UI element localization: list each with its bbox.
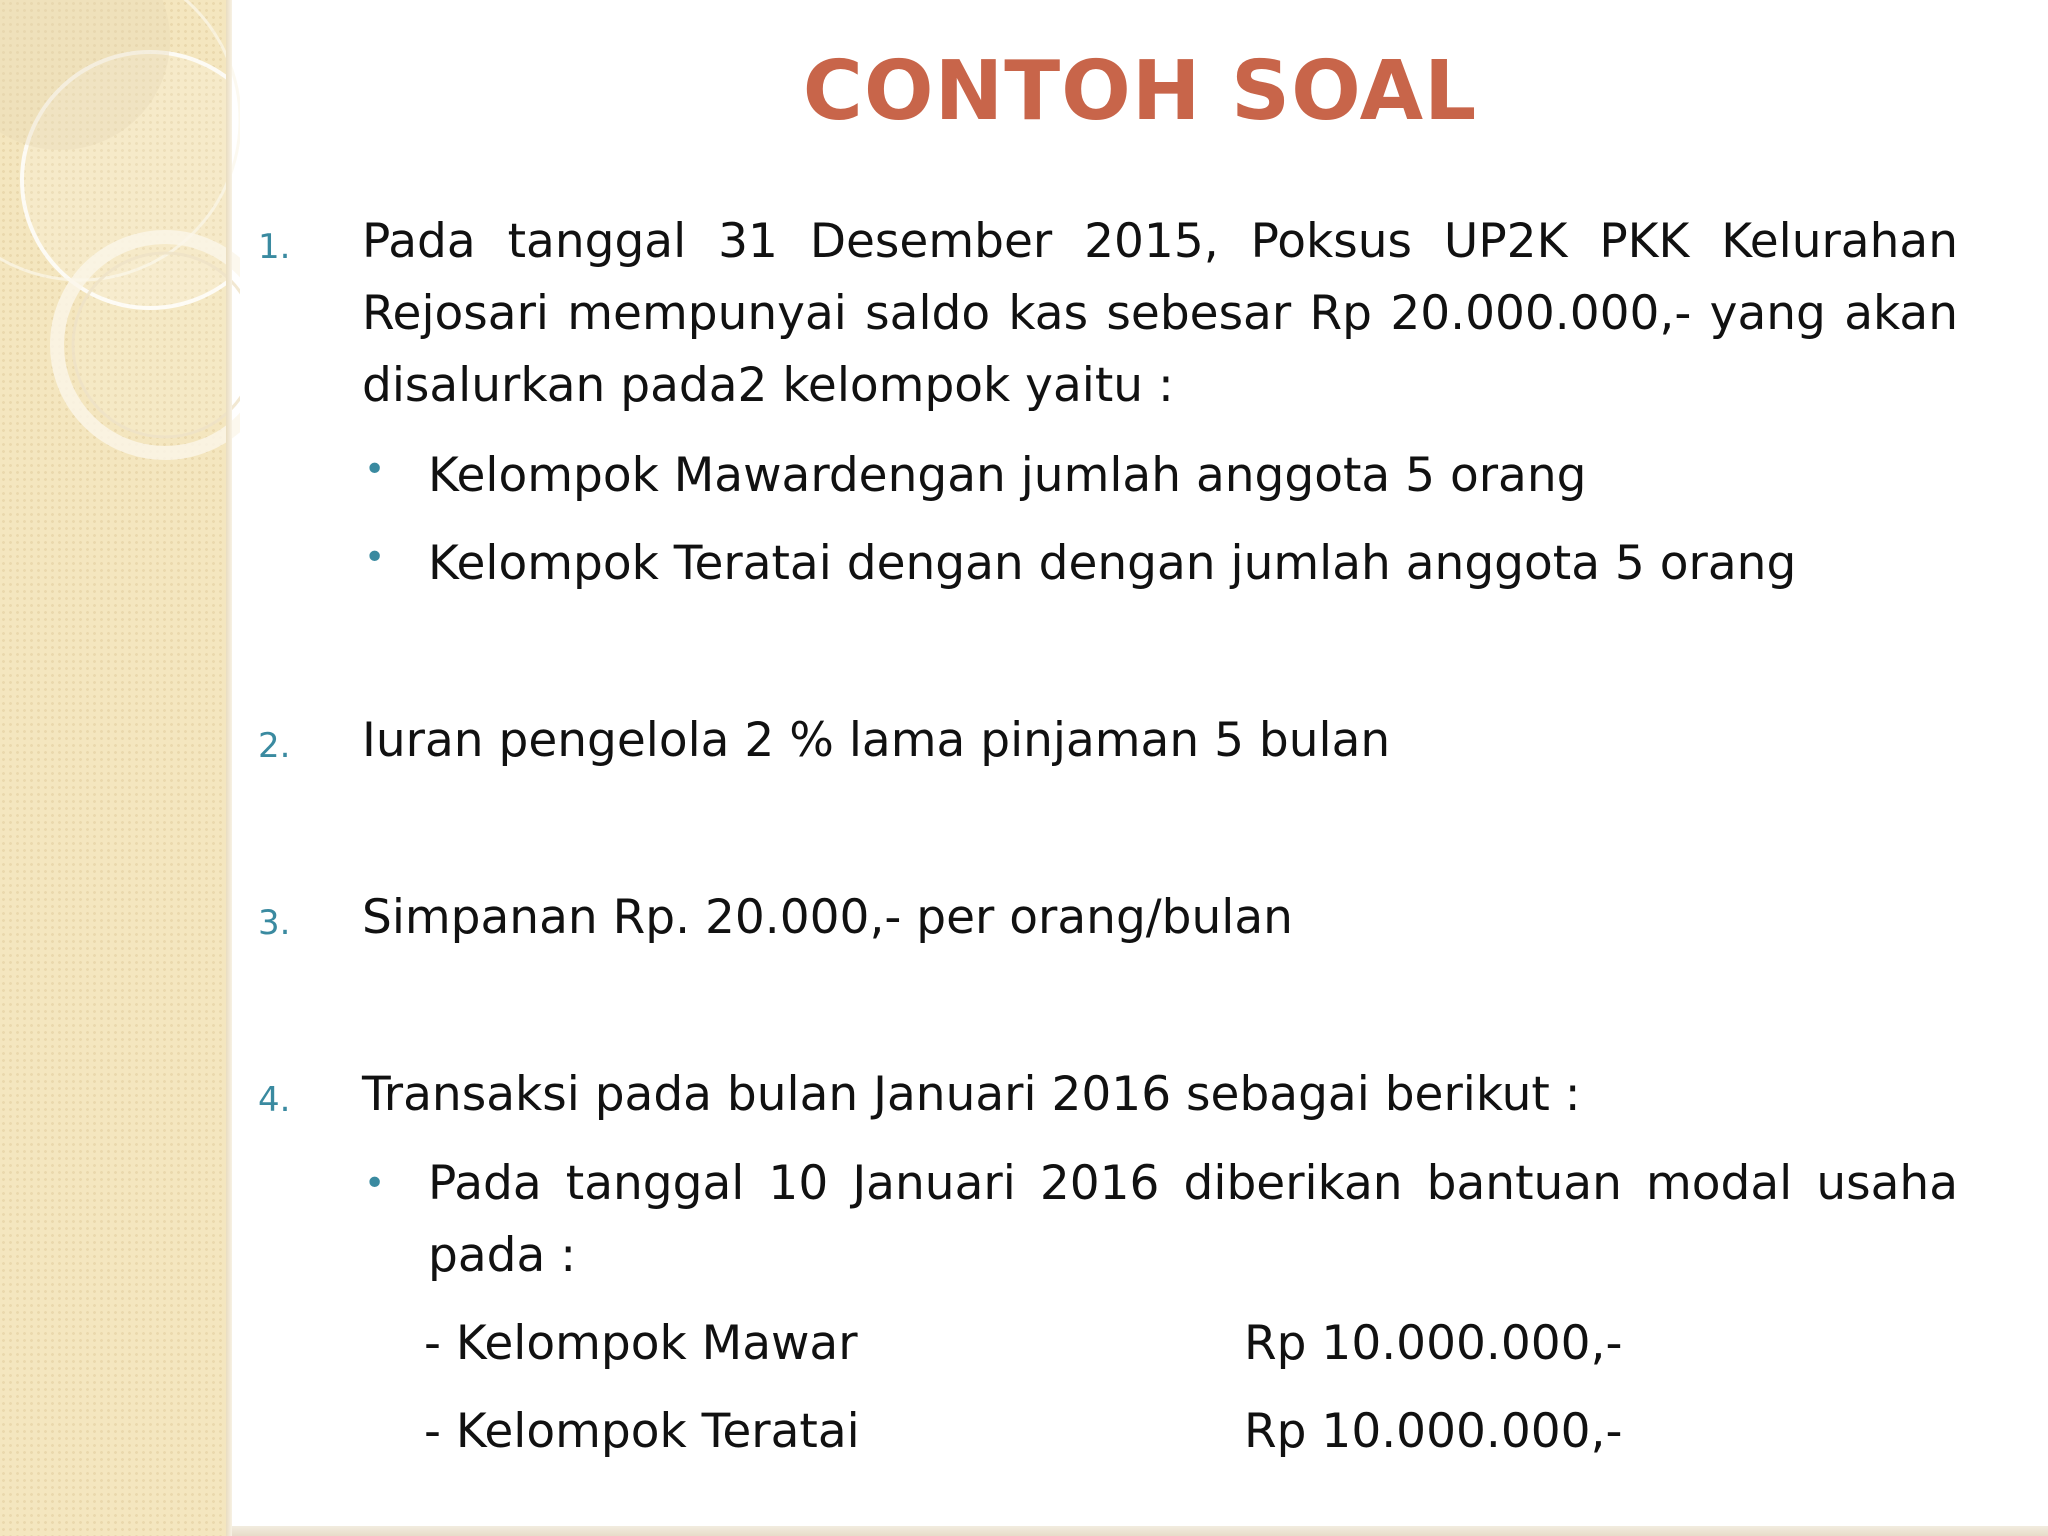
item-4-bullet-1: Pada tanggal 10 Januari 2016 diberikan bantuan modal usaha pada : [428,1156,1958,1283]
item-1-bullet-1: Kelompok Mawardengan jumlah anggota 5 orang [428,448,1587,503]
allocation-label-1: - Kelompok Mawar [424,1316,858,1371]
item-2-text: Iuran pengelola 2 % lama pinjaman 5 bulan [362,713,1391,768]
item-3-text: Simpanan Rp. 20.000,- per orang/bulan [362,890,1293,945]
item-1-bullet-2: Kelompok Teratai dengan dengan jumlah anggota 5 orang [428,536,1797,591]
bullet-dot: • [364,1163,386,1204]
list-number-2: 2. [258,726,291,766]
slide-title: CONTOH SOAL [802,44,1478,139]
list-number-4: 4. [258,1080,291,1120]
allocation-label-2: - Kelompok Teratai [424,1404,860,1459]
bullet-dot: • [364,449,386,490]
bullet-dot: • [364,537,386,578]
allocation-amount-1: Rp 10.000.000,- [1244,1316,1623,1371]
list-number-1: 1. [258,227,291,267]
item-4-text: Transaksi pada bulan Januari 2016 sebagai berikut : [362,1067,1581,1122]
allocation-amount-2: Rp 10.000.000,- [1244,1404,1623,1459]
item-1-text: Pada tanggal 31 Desember 2015, Poksus UP2K PKK Kelurahan Rejosari mempunyai saldo kas sebesar Rp 20.000.000,- yang akan disalurkan pada2 kelompok yaitu : [362,214,1958,413]
list-number-3: 3. [258,903,291,943]
